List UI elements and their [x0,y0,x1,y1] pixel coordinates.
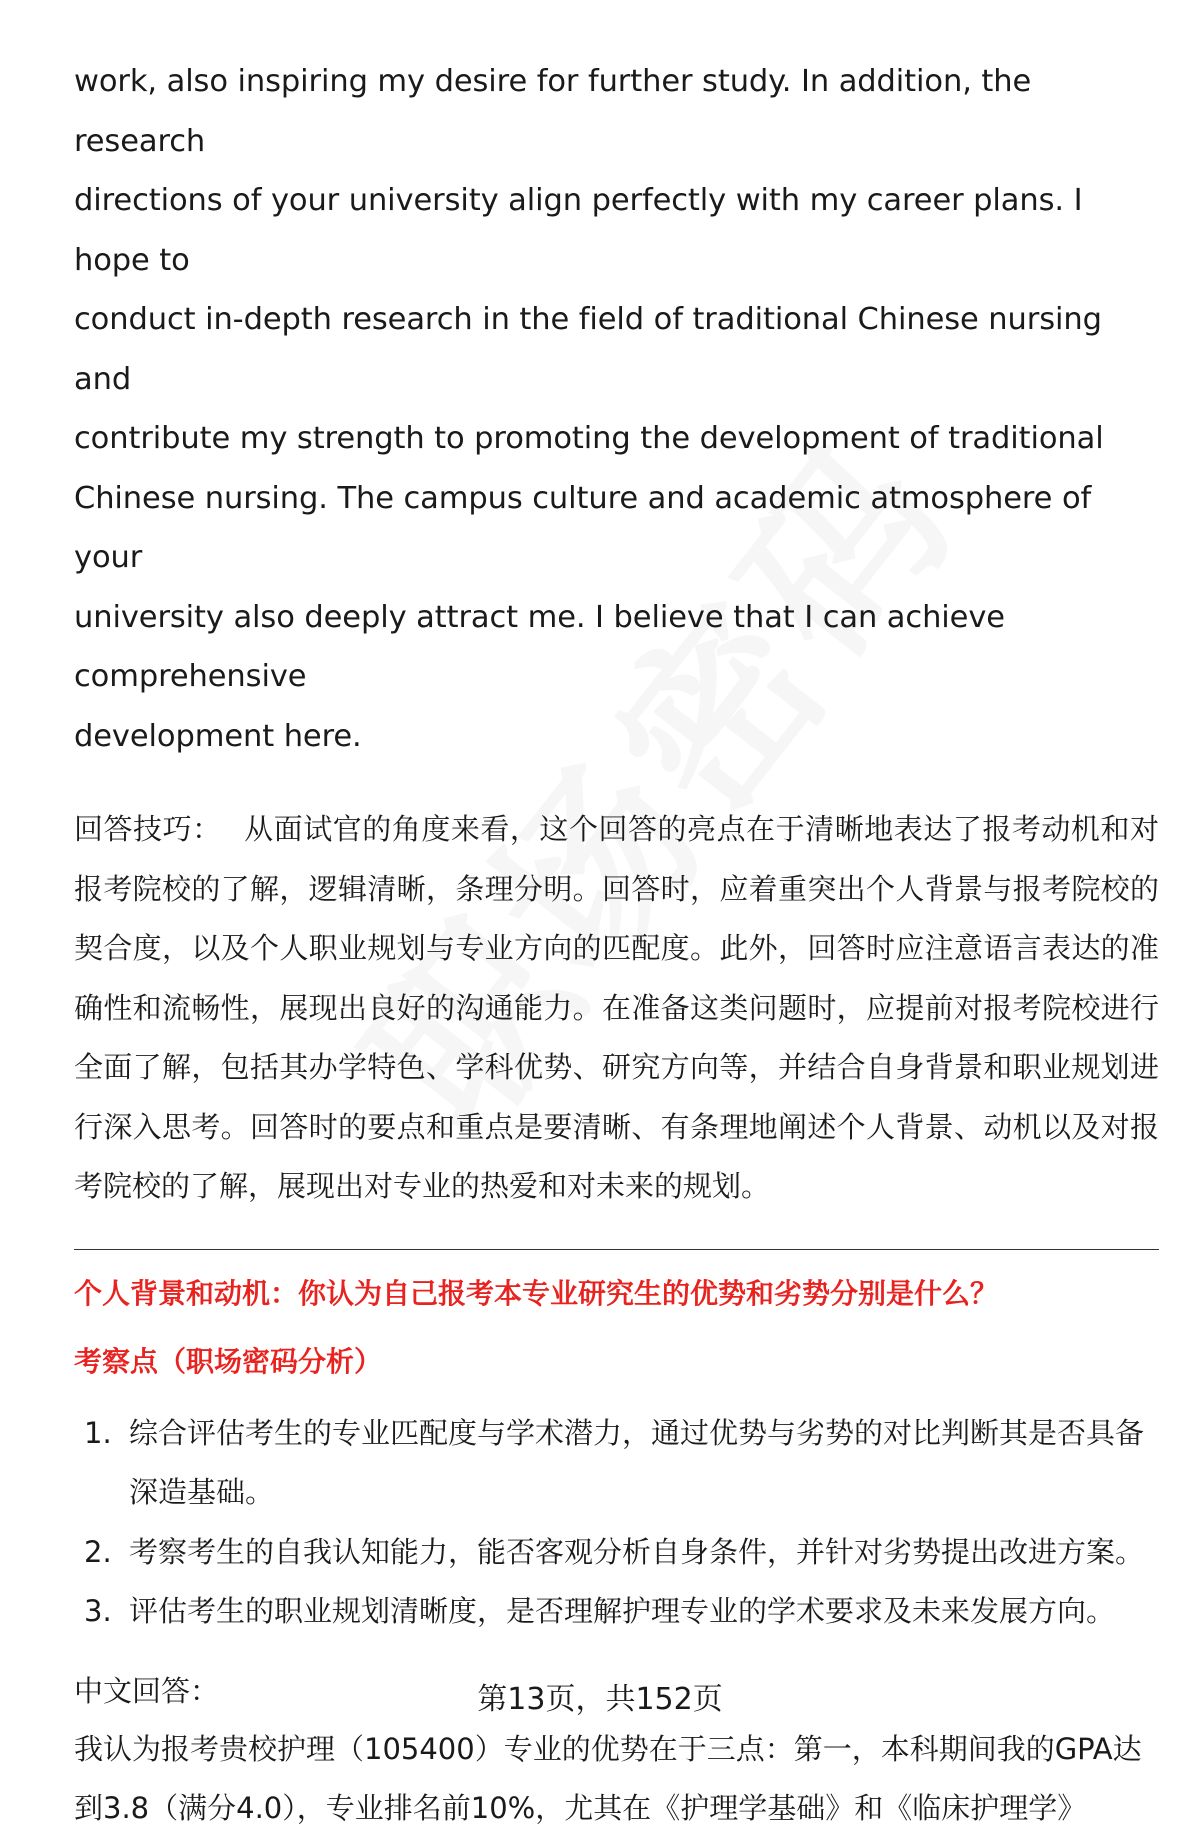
list-item [74,1523,1159,1583]
english-answer-paragraph [74,52,1159,766]
english-line: university also deeply attract me. I believe that I can achieve comprehensive [74,599,1005,694]
page-number-footer: 第13页，共152页 [477,1682,723,1717]
page-content [74,52,1159,1839]
list-item-number: 2. [84,1534,112,1569]
assessment-points-heading: 考察点（职场密码分析） [74,1344,383,1378]
answer-tips-label: 回答技巧： [74,812,222,846]
list-item-text: 评估考生的职业规划清晰度，是否理解护理专业的学术要求及未来发展方向。 [129,1594,1116,1628]
section-divider [74,1249,1159,1250]
english-line: development here. [74,718,362,754]
list-item-text: 综合评估考生的专业匹配度与学术潜力，通过优势与劣势的对比判断其是否具备深造基础。 [129,1415,1145,1509]
english-line: Chinese nursing. The campus culture and academic atmosphere of your [74,480,1092,575]
chinese-answer-paragraph: 我认为报考贵校护理（105400）专业的优势在于三点：第一，本科期间我的GPA达到3.8（满分4.0），专业排名前10%，尤其在《护理学基础》和《临床护理学》 [74,1731,1142,1825]
english-line: work, also inspiring my desire for further study. In addition, the research [74,64,1032,159]
answer-tips-paragraph [74,800,1159,1217]
list-item [74,1582,1159,1642]
list-item [74,1404,1159,1523]
list-item-number: 1. [84,1415,112,1450]
question-heading: 个人背景和动机：你认为自己报考本专业研究生的优势和劣势分别是什么？ [74,1276,999,1310]
english-line: conduct in-depth research in the field of traditional Chinese nursing and [74,302,1102,397]
answer-tips-text: 从面试官的角度来看，这个回答的亮点在于清晰地表达了报考动机和对报考院校的了解，逻辑清晰，条理分明。回答时，应着重突出个人背景与报考院校的契合度，以及个人职业规划与专业方向的匹配度。此外，回答时应注意语言表达的准确性和流畅性，展现出良好的沟通能力。在准备这类问题时，应提前对报考院校进行全面了解，包括其办学特色、学科优势、研究方向等，并结合自身背景和职业规划进行深入思考。回答时的要点和重点是要清晰、有条理地阐述个人背景、动机以及对报考院校的了解，展现出对专业的热爱和对未来的规划。 [74,812,1159,1203]
english-line: contribute my strength to promoting the development of traditional [74,421,1104,456]
english-line: directions of your university align perfectly with my career plans. I hope to [74,183,1083,278]
list-item-text: 考察考生的自我认知能力，能否客观分析自身条件，并针对劣势提出改进方案。 [129,1534,1145,1569]
chinese-answer-label: 中文回答： [74,1673,220,1708]
assessment-points-list [74,1404,1159,1642]
list-item-number: 3. [84,1594,112,1628]
